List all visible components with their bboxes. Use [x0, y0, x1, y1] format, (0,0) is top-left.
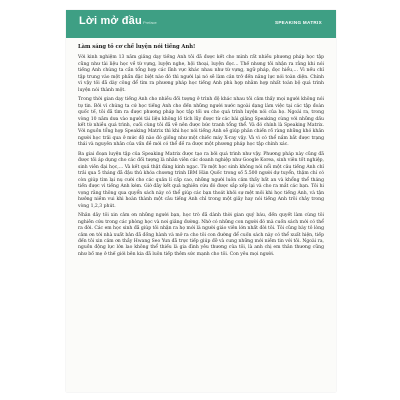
paragraph-1: Với kinh nghiệm 13 năm giảng dạy tiếng Anh tôi đã được kết cho mình rất nhiều phương pháp học tập cũng như tài liệu học về từ vựng, luyện nghe, hội thoại, luyện đọc… Thế nhưng tôi nhận ra rằng khi nói tiếng Anh chúng ta cần tổng hợp các lĩnh vực khác nhau như từ vựng, ngữ pháp, đọc hiểu,… Vì nếu chỉ tập trung vào một phần đặc biệt nào đó thì người lại nó sẽ làm cản trở đến năng lực nói toàn diện. Chính vì vậy tôi đã dày công để tìm ra phương pháp học tiếng Anh phù hợp nhằm hợp nhất toàn bộ quá trình luyện nói thành một.	[78, 55, 324, 93]
chapter-subtitle: Preface	[143, 20, 157, 25]
book-page	[66, 10, 336, 392]
chapter-title: Lời mở đầu	[79, 15, 142, 27]
page-content	[66, 44, 336, 258]
paragraph-4: Nhân dây tôi xin cảm ơn những người bạn, học trò đã dành thời gian quý báu, đến quyết làm cùng tôi nghiên cứu trong các phòng học và nơi giảng đường. Nhờ có những con người đó mà cuốn sách mới có thể ra đời. Các em học sinh đã giúp tôi nhận ra họ mới là người giáo viên lớn nhất đời tôi. Tôi cũng bày tỏ lòng cảm ơn tới nhà xuất bản đã đồng hành và mở ra cho tôi con đường để cuốn sách này có thể xuất hiện, tiếp đến tôi xin cảm ơn thầy Hwang Seo Yun đã trực tiếp giúp đỡ và cung những mới niềm tin với tôi. Ngoài ra, nguồn động lực lớn lao không thể thiếu là gia đình yêu thương của tôi, là anh chị em thân thương cũng như bố mẹ ở thế giới bên kia đã luôn tiếp thêm sức mạnh cho tôi. Con yêu mọi người.	[78, 213, 324, 257]
chapter-header	[66, 10, 336, 38]
paragraph-3: Ba giai đoạn luyện tập của Speaking Matrix được tạo ra bởi quá trình như vậy. Phương pháp này cũng đã được tôi áp dụng cho các đối tượng là nhân viên các doanh nghiệp như Google Korea, sinh viên tốt nghiệp, sinh viên đại học,… Và kết quả thật đáng kinh ngạc. Từ một học sinh không nói nổi một câu tiếng Anh chỉ trải qua 5 tháng đã đậu thủ khóa chương trình IBM Hàn Quốc trong số 5.500 người dự tuyển, thậm chí có còn giúp tìm lại nụ cười cho các quản lí cấp cao, những người luôn cảm thấy bất an và khổng thể tháng tiến được vì tiếng Anh kém. Giờ đây kết quả nghiên cứu đó được sắp xếp lại và cho ra mắt các bạn. Tôi hi vọng rằng thông qua quyển sách này có thể giúp các bạn thoát khỏi sự mệt mỏi khi học tiếng Anh, và tận hưởng niềm vui khi hoàn thành một câu tiếng Anh chỉ trong một giây hay nói tiếng Anh trôi chảy trong vòng 1,2,3 phút.	[78, 151, 324, 209]
section-heading: Làm sáng tỏ cơ chế luyện nói tiếng Anh!	[78, 44, 196, 50]
paragraph-2: Trong thời gian dạy tiếng Anh cho nhiều đối tượng ở trình độ khác nhau tôi cảm thấy mọi người không nói tự tin. Bởi vì chúng ta cứ học tiếng Anh cho đến những người nước ngoài dạng làm việc tại các tập đoàn quốc tế, tôi đã tìm ra được phương pháp học tập tối ưu cho quá trình luyện nói của họ. Ngoài ra, trong vòng 10 năm dưa vào người tài liệu không lồ tích lũy được từ các bài giảng Speaking cùng với những dấu kết từ nhiều quá trình, cuối cùng tôi đã vẽ nên được bức tranh tổng thể. Và đó chính là Speaking Matrix. Với nguồn tổng hợp Speaking Matrix thì khi học nói tiếng Anh sẽ giúp phân chiến rõ ràng những khó khăn người học trải qua ở mức độ nào đó giống như một chiếc máy X-ray vậy. Và vì có thể nắm bắt được trạng thái và nguyên nhân của vấn đề mới có thể đề ra được một phương pháp học tập chính xác.	[78, 97, 324, 148]
series-label: SPEAKING MATRIX	[274, 20, 322, 25]
